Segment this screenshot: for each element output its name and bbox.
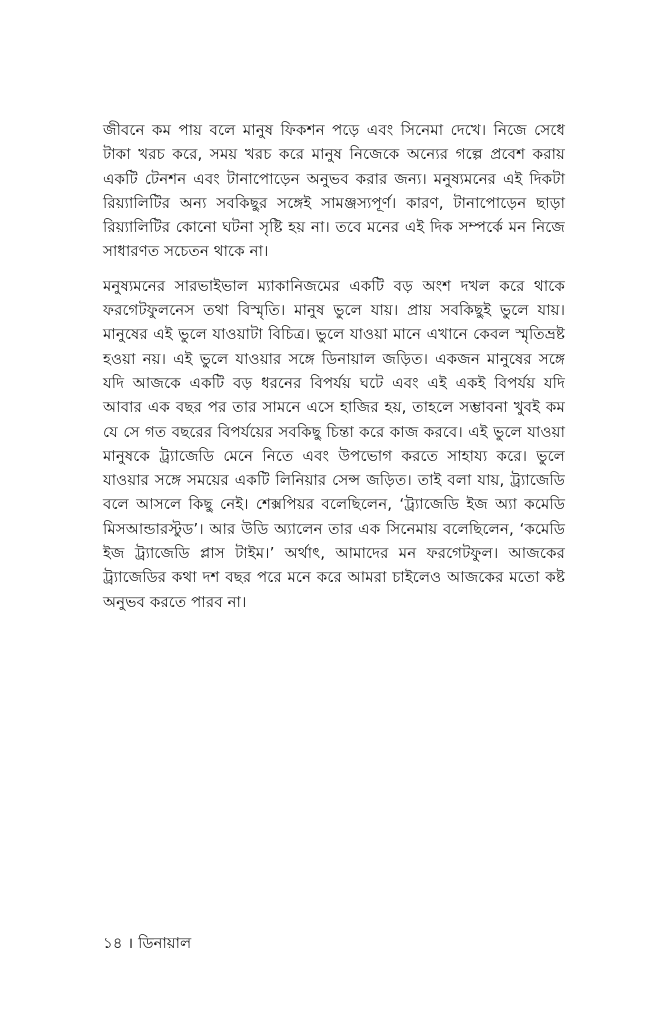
paragraph-2: মনুষ্যমনের সারভাইভাল ম্যাকানিজমের একটি বড় অংশ দখল করে থাকে ফরগেটফুলনেস তথা বিস্মৃতি। মানুষ ভুলে যায়। প্রায় সবকিছুই ভুলে যায়। মানুষের এই ভুলে যাওয়াটা বিচিত্র। ভুলে যাওয়া মানে এখানে কেবল স্মৃতিভ্রষ্ট হওয়া নয়। এই ভুলে যাওয়ার সঙ্গে ডিনায়াল জড়িত। একজন মানুষের সঙ্গে যদি আজকে একটি বড় ধরনের বিপর্যয় ঘটে এবং এই একই বিপর্যয় যদি আবার এক বছর পর তার সামনে এসে হাজির হয়, তাহলে সম্ভাবনা খুবই কম যে সে গত বছরের বিপর্যয়ের সবকিছু চিন্তা করে কাজ করবে। এই ভুলে যাওয়া মানুষকে ট্র্যাজেডি মেনে নিতে এবং উপভোগ করতে সাহায্য করে। ভুলে যাওয়ার সঙ্গে সময়ের একটি লিনিয়ার সেন্স জড়িত। তাই বলা যায়, ট্র্যাজেডি বলে আসলে কিছু নেই। শেক্সপিয়র বলেছিলেন, ‘ট্র্যাজেডি ইজ অ্যা কমেডি মিসআন্ডারস্টুড’। আর উডি অ্যালেন তার এক সিনেমায় বলেছিলেন, ‘কমেডি ইজ ট্র্যাজেডি প্লাস টাইম।’ অর্থাৎ, আমাদের মন ফরগেটফুল। আজকের ট্র্যাজেডির কথা দশ বছর পরে মনে করে আমরা চাইলেও আজকের মতো কষ্ট অনুভব করতে পারব না। bbox=[103, 276, 565, 611]
running-title: ডিনায়াল bbox=[138, 934, 192, 952]
paragraph-1: জীবনে কম পায় বলে মানুষ ফিকশন পড়ে এবং সিনেমা দেখে। নিজে সেধে টাকা খরচ করে, সময় খরচ করে মানুষ নিজেকে অন্যের গল্পে প্রবেশ করায় একটি টেনশন এবং টানাপোড়েন অনুভব করার জন্য। মনুষ্যমনের এই দিকটা রিয়্যালিটির অন্য সবকিছুর সঙ্গেই সামঞ্জস্যপূর্ণ। কারণ, টানাপোড়েন ছাড়া রিয়্যালিটির কোনো ঘটনা সৃষ্টি হয় না। তবে মনের এই দিক সম্পর্কে মন নিজে সাধারণত সচেতন থাকে না। bbox=[103, 121, 565, 261]
page-number: ১৪ bbox=[103, 934, 123, 952]
page-footer bbox=[103, 932, 191, 957]
footer-separator: । bbox=[127, 934, 134, 952]
body-text bbox=[103, 118, 565, 614]
